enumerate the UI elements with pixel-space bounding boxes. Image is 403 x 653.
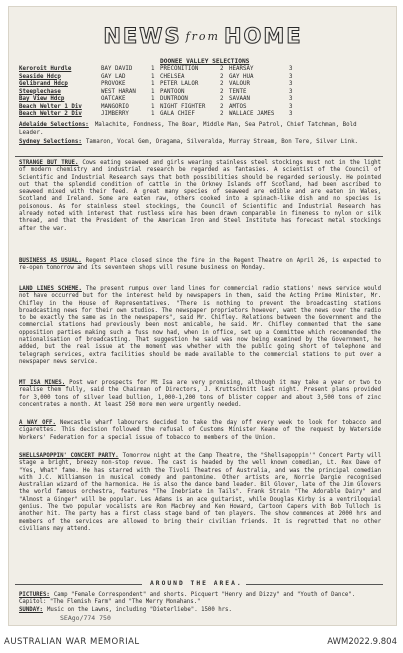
selection-row — [19, 66, 298, 74]
third-pick: AMTOS — [229, 103, 247, 110]
story-concert-party — [19, 453, 381, 533]
story-a-way-off — [19, 420, 381, 442]
story-body: Regent Place closed since the fire in the Regent Theatre on April 26, is expected to re-open tomorrow and its seventeen shops will resume business on Monday. — [19, 258, 381, 272]
second-pick: PANTOON — [160, 88, 185, 95]
sunday-text: Music on the Lawns, including "Dieterliebe". 1500 hrs. — [46, 606, 232, 613]
third-pick: SAVAAN — [229, 96, 250, 102]
race-name: Seaside Hdcp — [19, 73, 61, 80]
sydney-text: Tamaron, Vocal Gem, Oragama, Silveralda, Murray Stream, Bon Tere, Silver Link. — [85, 139, 359, 145]
story-head: LAND LINES SCHEME. — [19, 286, 82, 292]
footer-bar — [0, 630, 403, 653]
race-name: Gelibrand Hdcp — [19, 81, 68, 87]
story-body: Post war prospects for Mt Isa are very promising, although it may take a year or two to realise them fully, said the Chairman of Directors, J. Kruttschnitt last night. Present plans provided for 3,000 tons of silver lead bullion, 1,000-1,200 tons of blister copper and about 3,500 tons of zinc concentrates a month. At least 250 more men were urgently needed. — [19, 380, 381, 408]
masthead — [98, 22, 308, 50]
story-land-lines-scheme — [19, 286, 381, 366]
story-mt-isa-mines — [19, 380, 381, 409]
selection-row — [19, 96, 298, 104]
selection-row — [19, 111, 298, 119]
selection-row — [19, 104, 298, 112]
adelaide-selections — [19, 122, 379, 137]
second-pick-number: 2 — [220, 96, 224, 102]
first-pick: WEST HARAN — [101, 88, 136, 95]
first-pick-number: 1 — [151, 96, 155, 102]
story-business-as-usual — [19, 258, 381, 273]
sunday-label: SUNDAY: — [19, 606, 43, 613]
third-pick-number: 3 — [289, 103, 293, 110]
first-pick-number: 1 — [151, 103, 155, 110]
race-name: Bay View Hdcp — [19, 96, 65, 102]
first-pick-number: 1 — [151, 88, 155, 95]
second-pick: PRECONITION — [160, 66, 199, 72]
third-pick: GAY HUA — [229, 73, 254, 80]
first-pick: BAY DAVID — [101, 66, 133, 72]
pictures-text: Camp "Female Correspondent" and shorts. Picquert "Henry and Dizzy" and "Youth of Dance". Capitol: "The Flemish Farm" and "The Merry Monahans." — [19, 592, 356, 606]
selections-table — [19, 66, 298, 119]
second-pick-number: 2 — [220, 66, 224, 72]
first-pick: PROVOKE — [101, 81, 126, 87]
adelaide-label: Adelaide Selections: — [19, 122, 89, 128]
first-pick-number: 1 — [151, 111, 155, 117]
third-pick-number: 3 — [289, 66, 293, 72]
third-pick: HEARSAY — [229, 66, 254, 72]
story-head: A WAY OFF. — [19, 420, 56, 426]
second-pick: NIGHT FIGHTER — [160, 103, 206, 110]
story-body: Newcastle wharf labourers decided to take the day off every week to look for tobacco and cigarettes. This decision followed the refusal of Customs Minister Keane of the request by Waterside Workers' Federation for a special issue of tobacco to members of the Union. — [19, 420, 382, 441]
footer-institution: AUSTRALIAN WAR MEMORIAL — [4, 637, 140, 647]
race-name: Keroroit Hurdle — [19, 66, 72, 72]
third-pick: TENTE — [229, 88, 247, 95]
third-pick-number: 3 — [289, 96, 293, 102]
selection-row — [19, 74, 298, 82]
second-pick-number: 2 — [220, 111, 224, 117]
second-pick-number: 2 — [220, 88, 224, 95]
sydney-selections — [19, 139, 379, 147]
second-pick-number: 2 — [220, 73, 224, 80]
story-body: The present rumpus over land lines for commercial radio stations' news service would not have occurred but for the interest held by newspapers in them, said the Acting Prime Minister, Mr. Chifley in the House of Representatives. "There is nothing to prevent the broadcasting stations broadcasting news for their own studios. The newspaper proprietors however, want the news over the radio to be exactly the same as in the newspapers", said Mr. Chifley. Relations between the Government and the commercial stations had previously been most amicable, he said. Mr. Chifley commented that the same opposition parties making such a fuss now had, when in office, set up a Committee which recommended the nationalisation of broadcasting. That suggestion he said was now being examined by the Government, he added, but the real issue at the moment was whether with the public going short of telephone and telegraph services, extra facilities should be made available to the commercial stations to put over a newspaper news service. — [19, 286, 381, 365]
pictures-label: PICTURES: — [19, 592, 50, 598]
story-head: MT ISA MINES. — [19, 380, 66, 386]
selection-row — [19, 89, 298, 97]
around-title: AROUND THE AREA. — [150, 580, 243, 587]
story-body: Cows eating seaweed and girls wearing stainless steel stockings must not in the light of modern chemistry and industrial research be regarded as fantasies. A scientist of the Council of Scientific and Industrial Research says that both possibilities should be regarded seriously. He pointed out that the splendid condition of cattle in the Orkney Islands off Scotland, had been ascribed to seaweed mixed with their feed. A great many species of seaweed are edible and are eaten in Wales, Scotland and Ireland. Some are eaten raw, others cooked into a spinach-like dish and no species is poisonous. As for stainless steel stockings, the Council of Scientific and Industrial Research has already noted with interest that rustless wire has been drawn comparable in fineness to nylon or silk thread, and that the President of the American Iron and Steel Institute has forecast metal stockings after the war. — [19, 160, 381, 232]
masthead-news: NEWS — [103, 24, 182, 48]
selection-row — [19, 81, 298, 89]
first-pick: MANGORIO — [101, 103, 129, 110]
second-pick-number: 2 — [220, 81, 224, 87]
first-pick: JIMBERRY — [101, 111, 129, 117]
sydney-label: Sydney Selections: — [19, 139, 82, 145]
third-pick-number: 3 — [289, 111, 293, 117]
second-pick: PETER LALOR — [160, 81, 199, 87]
first-pick-number: 1 — [151, 81, 155, 87]
masthead-from: from — [185, 29, 220, 43]
story-head: STRANGE BUT TRUE. — [19, 160, 79, 166]
race-name: Beach Welter 1 Div — [19, 103, 82, 110]
story-strange-but-true — [19, 160, 381, 233]
third-pick-number: 3 — [289, 73, 293, 80]
second-pick-number: 2 — [220, 103, 224, 110]
masthead-home: HOME — [223, 24, 303, 48]
sunday-line — [19, 607, 381, 614]
third-pick: VALOUR — [229, 81, 250, 87]
third-pick: WALLACE JAMES — [229, 111, 275, 117]
second-pick: GALA CHIEF — [160, 111, 195, 117]
first-pick-number: 1 — [151, 73, 155, 80]
story-head: BUSINESS AS USUAL. — [19, 258, 82, 264]
selections-title: DOONEE VALLEY SELECTIONS — [160, 58, 250, 65]
catalog-mark: SEAgo/774 750 — [60, 614, 111, 622]
first-pick-number: 1 — [151, 66, 155, 72]
story-head: SHELLSAPOPPIN' CONCERT PARTY. — [19, 453, 119, 459]
adelaide-text: Malachite, Fondness, The Boar, Middle Man, Sea Patrol, Chief Tatchman, Bold Leader. — [19, 122, 357, 136]
race-name: Beach Welter 2 Div — [19, 111, 82, 117]
around-listings — [19, 592, 381, 614]
pictures-line — [19, 592, 381, 607]
third-pick-number: 3 — [289, 81, 293, 87]
second-pick: CHELSEA — [160, 73, 185, 80]
third-pick-number: 3 — [289, 88, 293, 95]
first-pick: OATCAKE — [101, 96, 126, 102]
footer-accession-number: AWM2022.9.804 — [327, 637, 397, 647]
race-name: Steeplechase — [19, 88, 61, 95]
divider — [15, 156, 383, 157]
story-body: Tomorrow night at the Camp Theatre, the "Shellsapoppin'" Concert Party will stage a bright, breezy non-stop revue. The cast is headed by the well known comedian, Lt. Rex Dawe of "Yes, What" fame. He has starred with the Tivoli Theatres of Australia, and was the principal comedian with J.C. Williamson in musical comedy and pantomime. Other artists are, Norrie Dargie recognised Australian wizard of the harmonica. He is also the dance band leader. Bil Glover, late of the Jim Glovers the world famous orchestra, features "The Inebriate in Tails". Frank Strain "The Adorable Dairy" and "Almost a Ginger" will be popular. Les Adams is an ace guitarist, while Douglas Kirby is a ventriloquial genius. The two popular vocalists are Ron Macbrey and Ken Howard, Cartoon Capers with Bob Tulloch is another hit. The party has a first class stage band of ten players. The show commences at 2000 hrs and members of the services are allowed to bring their civilian friends. It is regretted that no other civilians may attend. — [19, 453, 381, 532]
first-pick: GAY LAD — [101, 73, 126, 80]
second-pick: DUNTROON — [160, 96, 188, 102]
